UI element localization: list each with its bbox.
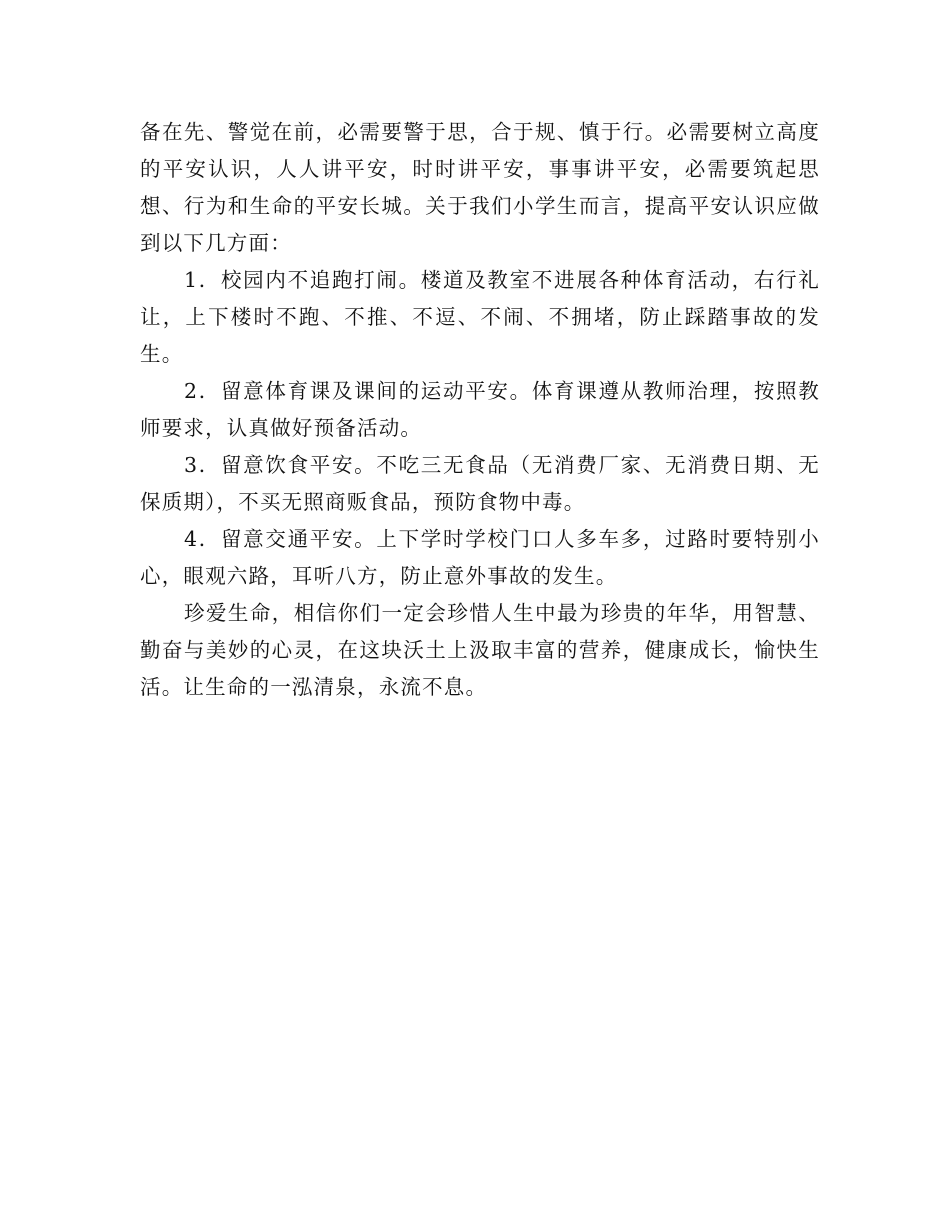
paragraph-continuation: 备在先、警觉在前，必需要警于思，合于规、慎于行。必需要树立高度的平安认识，人人讲平安，时时讲平安，事事讲平安，必需要筑起思想、行为和生命的平安长城。关于我们小学生而言，提高平安认识应做到以下几方面： (140, 120, 820, 255)
paragraph-item-2: 2．留意体育课及课间的运动平安。体育课遵从教师治理，按照教师要求，认真做好预备活动。 (140, 379, 820, 440)
paragraph-closing: 珍爱生命，相信你们一定会珍惜人生中最为珍贵的年华，用智慧、勤奋与美妙的心灵，在这块沃土上汲取丰富的营养，健康成长，愉快生活。让生命的一泓清泉，永流不息。 (140, 601, 820, 699)
document-body (140, 114, 820, 706)
paragraph-item-3: 3．留意饮食平安。不吃三无食品（无消费厂家、无消费日期、无保质期），不买无照商贩食品，预防食物中毒。 (140, 453, 820, 514)
paragraph-item-1: 1．校园内不追跑打闹。楼道及教室不进展各种体育活动，右行礼让，上下楼时不跑、不推、不逗、不闹、不拥堵，防止踩踏事故的发生。 (140, 268, 820, 366)
paragraph-item-4: 4．留意交通平安。上下学时学校门口人多车多，过路时要特别小心，眼观六路，耳听八方，防止意外事故的发生。 (140, 527, 820, 588)
